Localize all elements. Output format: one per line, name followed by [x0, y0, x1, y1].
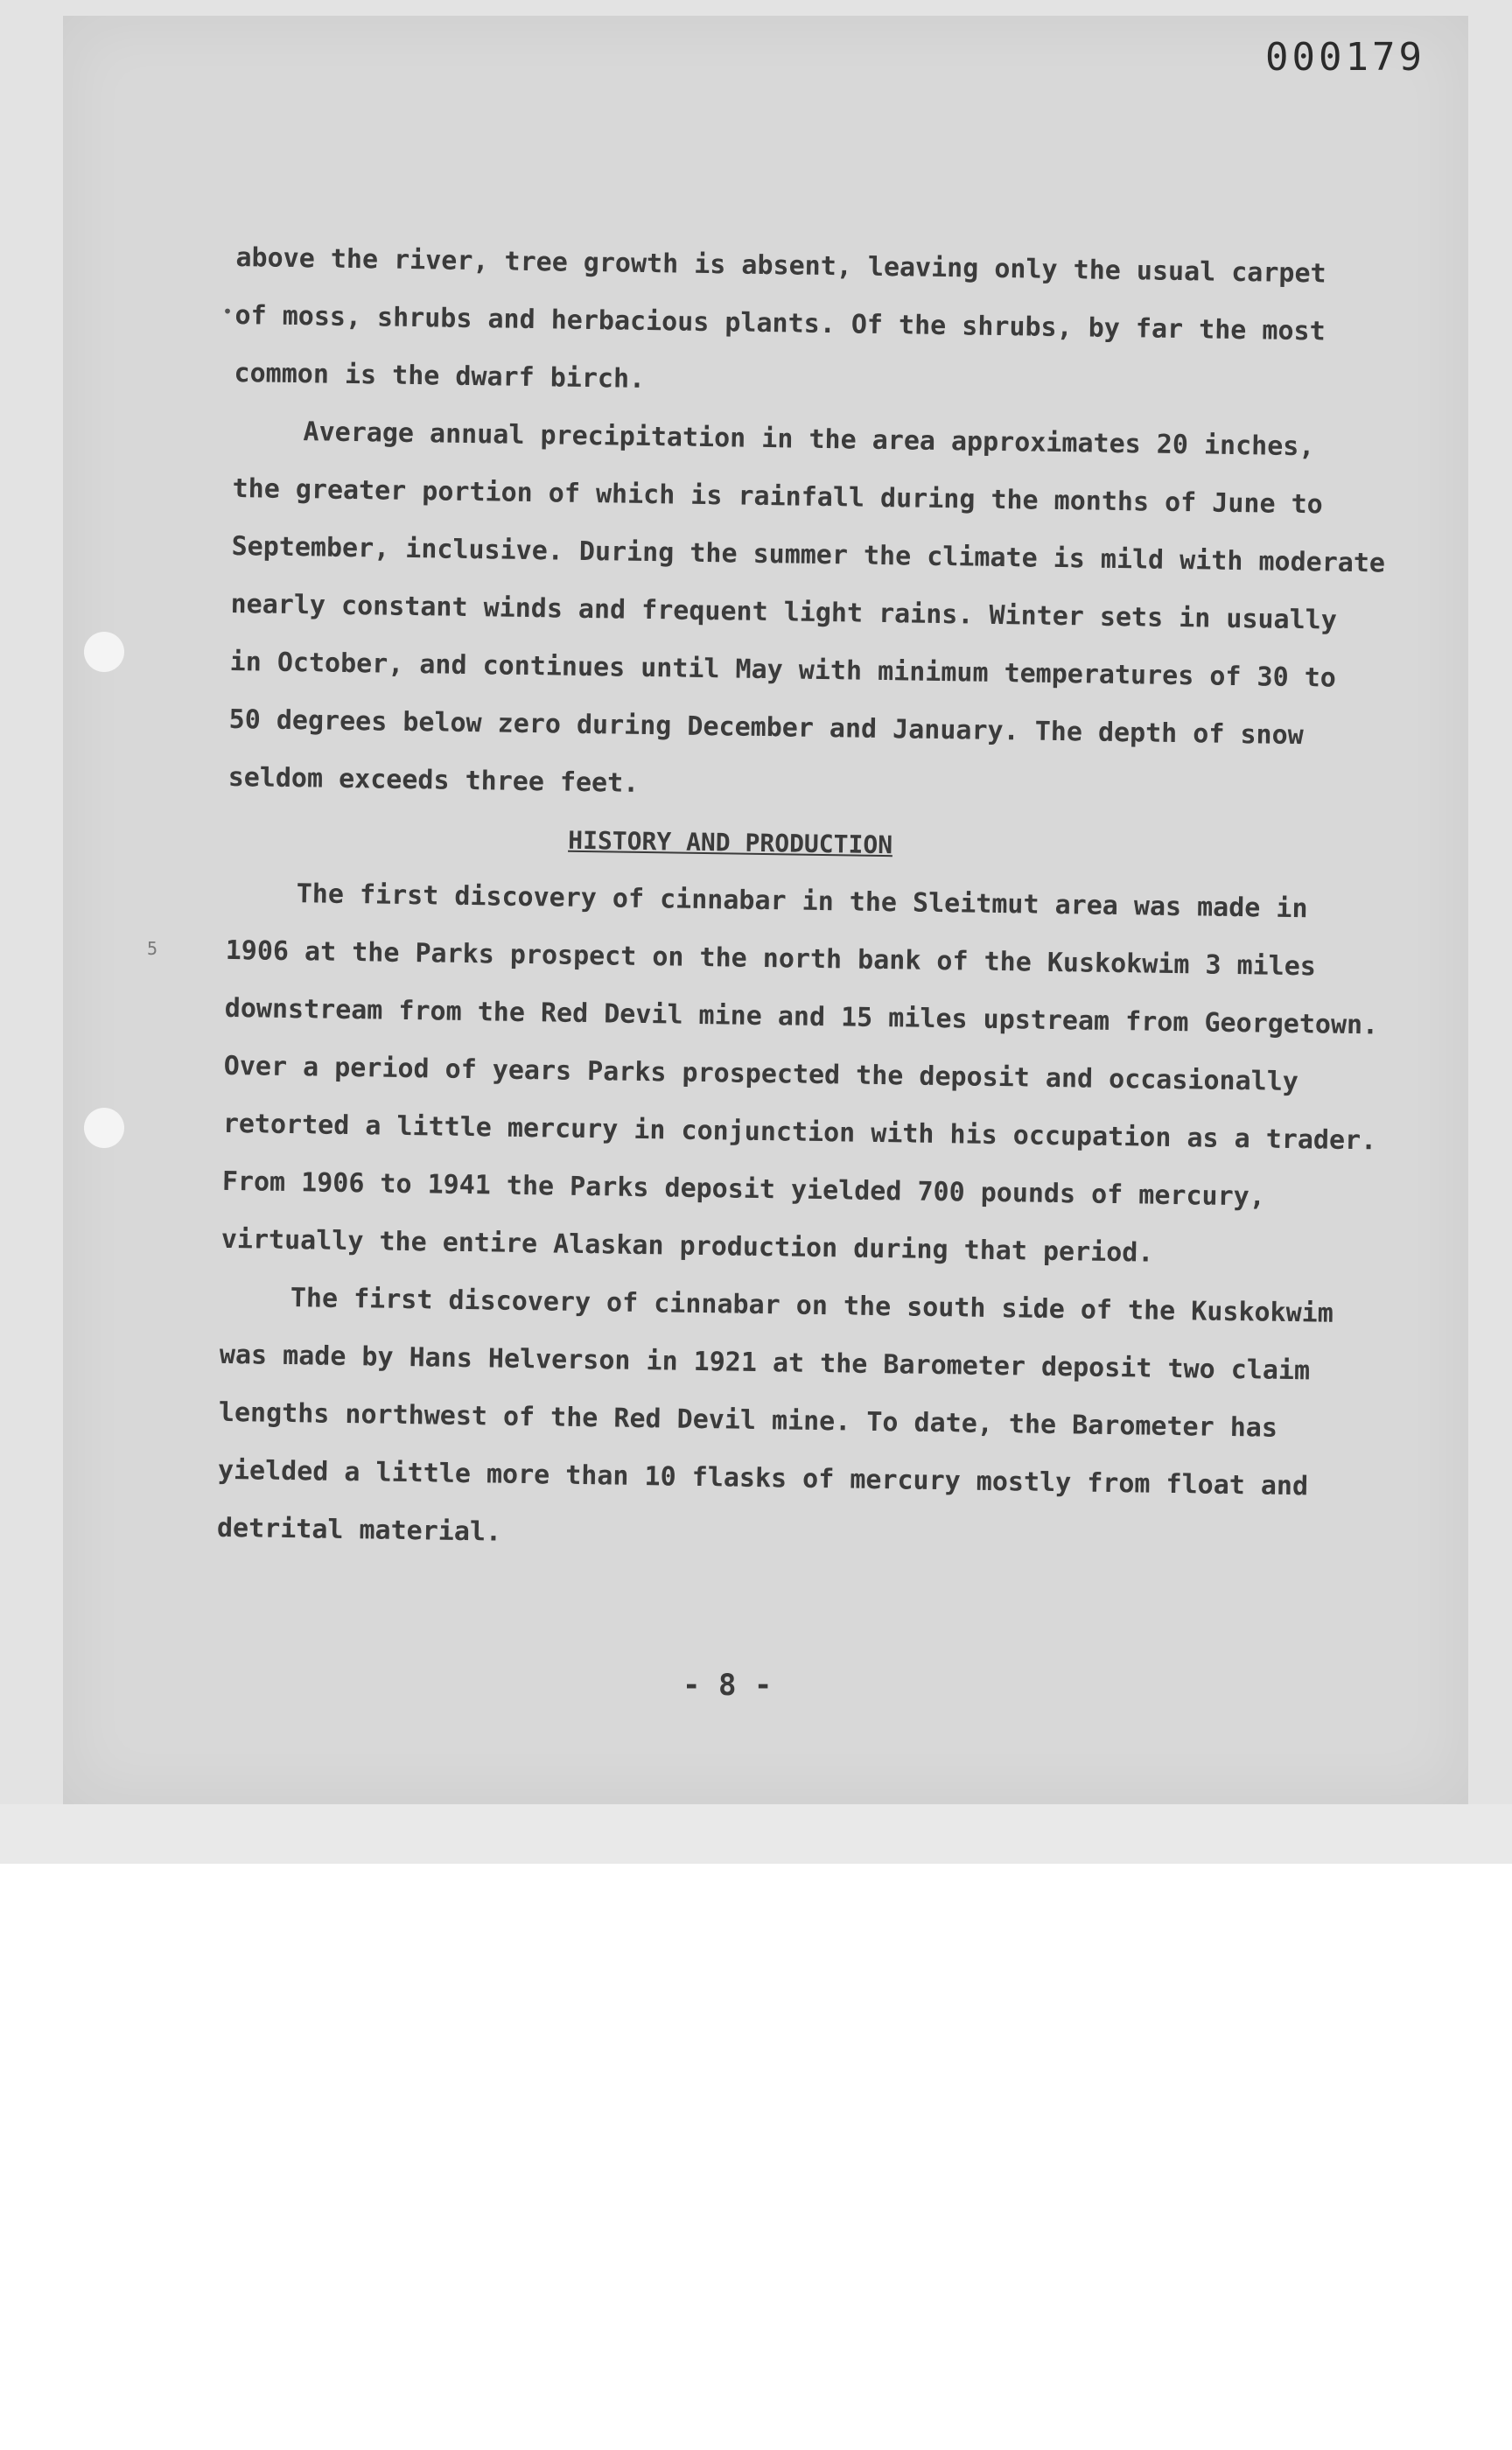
text-line: lengths northwest of the Red Devil mine. To date, the Barometer has: [218, 1396, 1278, 1444]
text-line: 50 degrees below zero during December and January. The depth of snow: [228, 704, 1304, 752]
paragraph-climate: [228, 402, 1386, 823]
text-line: virtually the entire Alaskan production during that period.: [220, 1223, 1154, 1269]
text-line: the greater portion of which is rainfall during the months of June to: [232, 472, 1323, 521]
text-line: The first discovery of cinnabar on the south side of the Kuskokwim: [290, 1283, 1334, 1329]
typed-body-text: [216, 229, 1386, 1574]
text-line: yielded a little more than 10 flasks of mercury mostly from float and: [217, 1454, 1309, 1502]
punch-hole-bottom: [84, 1108, 124, 1148]
text-line: 1906 at the Parks prospect on the north bank of the Kuskokwim 3 miles: [225, 934, 1317, 983]
text-line: From 1906 to 1941 the Parks deposit yielded 700 pounds of mercury,: [221, 1166, 1266, 1213]
text-line: above the river, tree growth is absent, leaving only the usual carpet: [235, 242, 1326, 290]
margin-number-mark: 5: [147, 938, 158, 959]
text-line: retorted a little mercury in conjunction with his occupation as a trader.: [222, 1108, 1377, 1157]
page-number: - 8 -: [682, 1668, 773, 1703]
text-line: seldom exceeds three feet.: [228, 761, 640, 799]
text-line: was made by Hans Helverson in 1921 at the Barometer deposit two claim: [219, 1339, 1311, 1387]
text-line: Over a period of years Parks prospected the deposit and occasionally: [223, 1050, 1299, 1098]
paragraph-barometer-discovery: [216, 1269, 1332, 1574]
document-number: 000179: [1265, 35, 1425, 80]
text-line: common is the dwarf birch.: [234, 357, 646, 395]
section-heading: HISTORY AND PRODUCTION: [568, 825, 893, 860]
text-line: downstream from the Red Devil mine and 15 miles upstream from Georgetown.: [224, 992, 1379, 1041]
text-line: Average annual precipitation in the area approximates 20 inches,: [303, 416, 1315, 463]
text-line: of moss, shrubs and herbacious plants. Of the shrubs, by far the most: [234, 299, 1326, 347]
text-line: in October, and continues until May with minimum temperatures of 30 to: [229, 646, 1337, 694]
punch-hole-top: [84, 632, 124, 672]
text-line: detrital material.: [216, 1512, 502, 1548]
paragraph-vegetation: [234, 229, 1348, 419]
text-line: September, inclusive. During the summer the climate is mild with moderate: [231, 530, 1386, 579]
margin-dot-mark: •: [222, 301, 234, 322]
text-line: nearly constant winds and frequent light rains. Winter sets in usually: [230, 588, 1338, 636]
text-line: The first discovery of cinnabar in the Sleitmut area was made in: [296, 878, 1308, 925]
paragraph-parks-discovery: [220, 864, 1379, 1285]
